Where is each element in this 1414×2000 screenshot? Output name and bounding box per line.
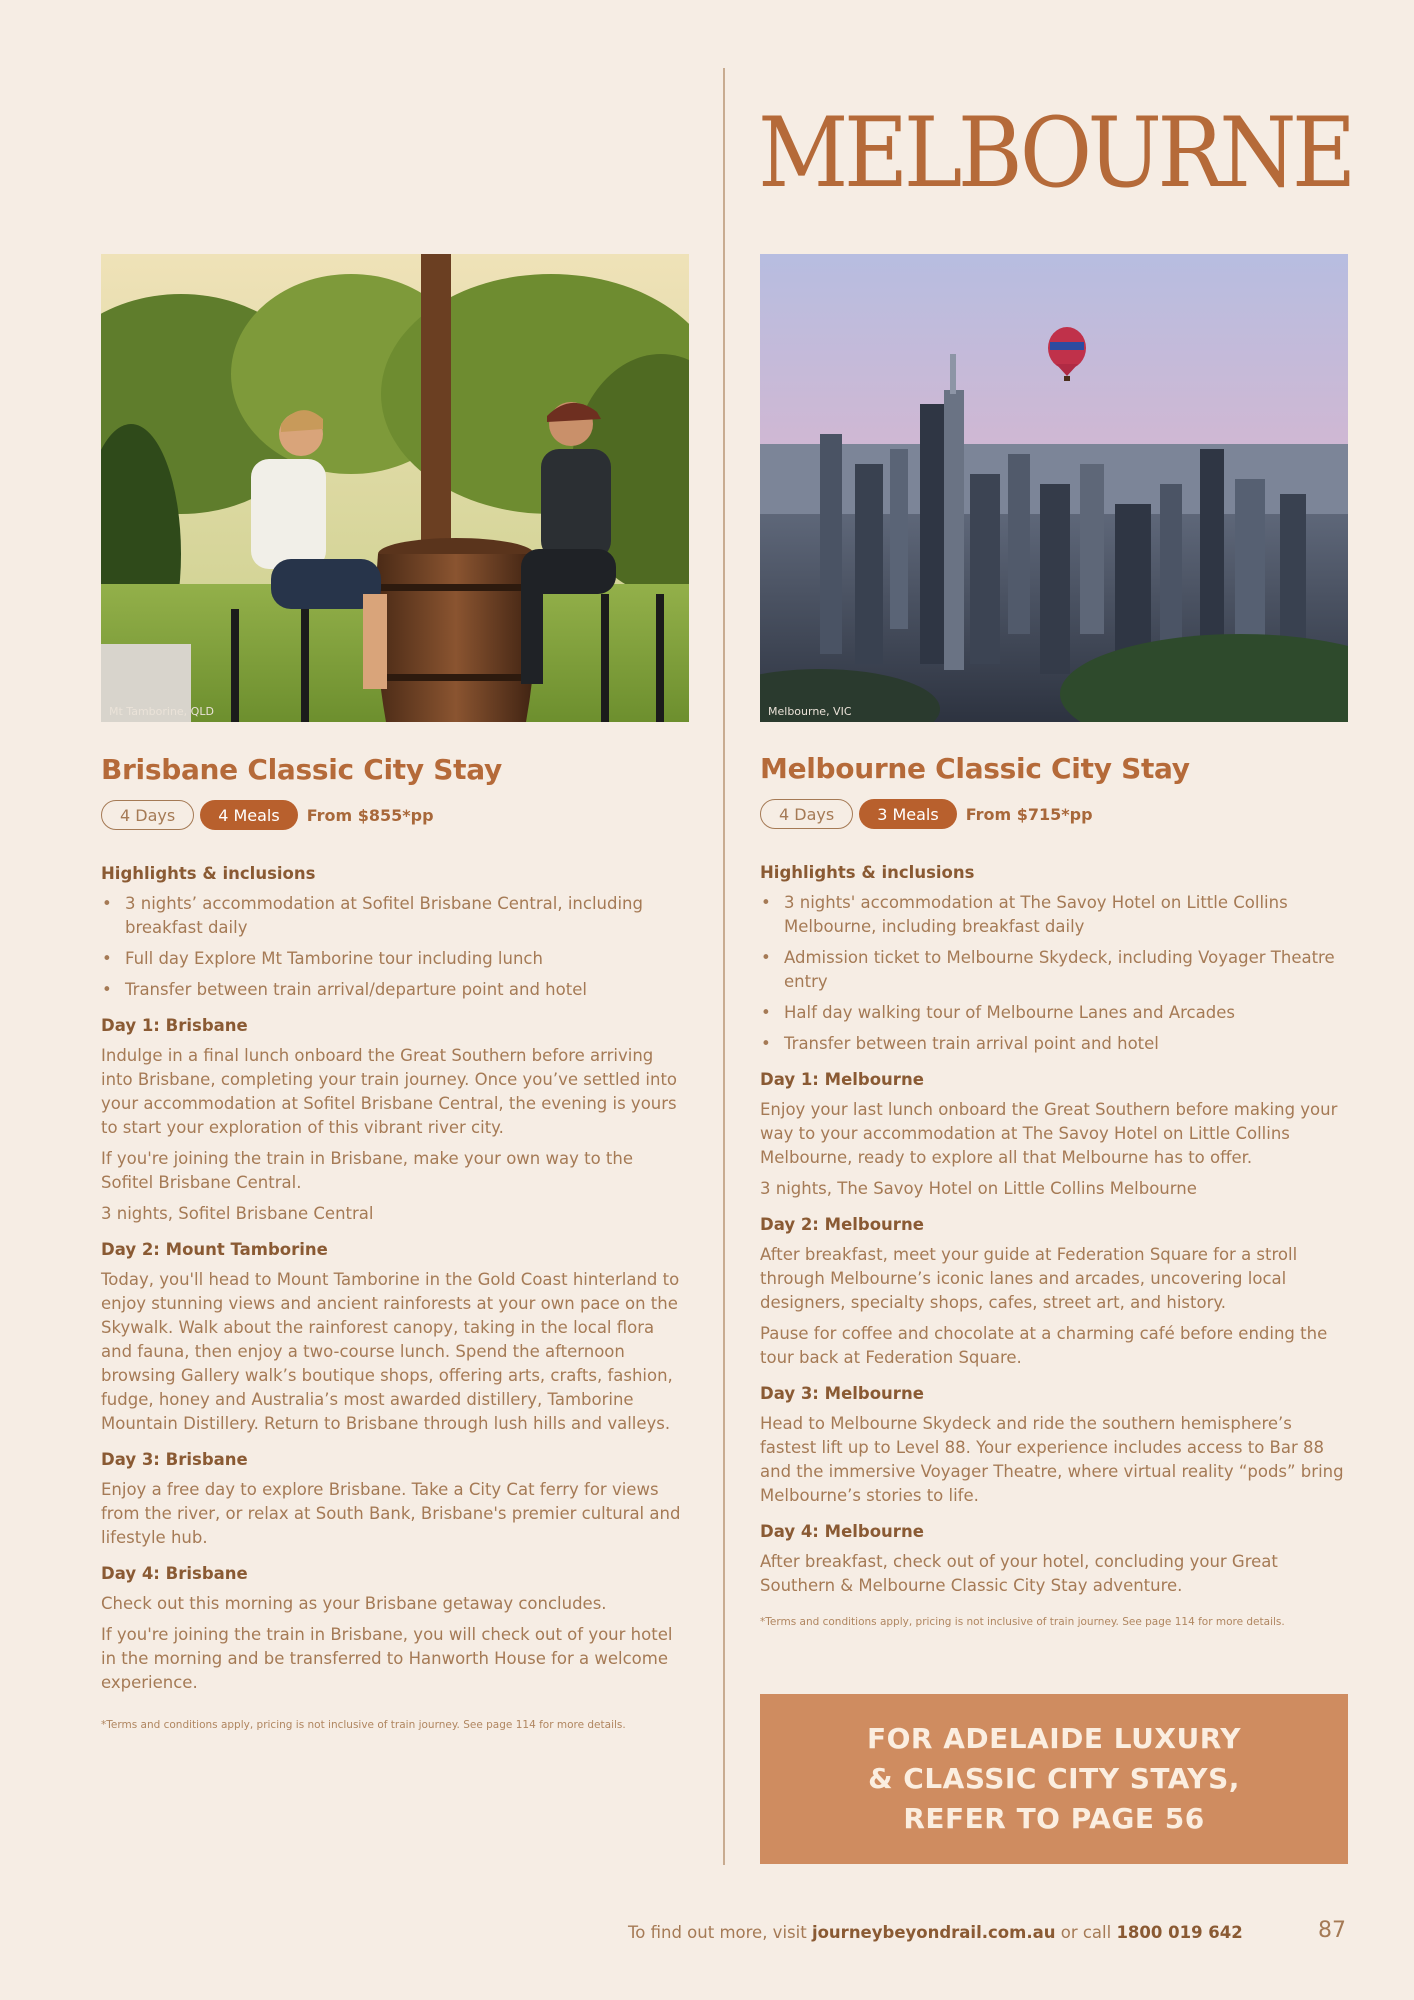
list-item: • Transfer between train arrival/departure point and hotel xyxy=(101,978,689,1002)
brisbane-photo xyxy=(101,254,689,722)
day-2-section xyxy=(101,1238,689,1436)
day-paragraph: Today, you'll head to Mount Tamborine in the Gold Coast hinterland to enjoy stunning views and ancient rainforests at your own pace on the Skywalk. Walk about the rainforest canopy, taking in the local flora and fauna, then enjoy a two-course lunch. Spend the afternoon browsing Gallery walk’s boutique shops, offering arts, crafts, fashion, fudge, honey and Australia’s most awarded distillery, Tamborine Mountain Distillery. Return to Brisbane through lush hills and valleys. xyxy=(101,1270,680,1433)
day-3-section xyxy=(101,1448,689,1550)
day-heading: Day 3: Melbourne xyxy=(760,1384,924,1403)
day-1-section xyxy=(760,1068,1348,1201)
day-paragraph: After breakfast, check out of your hotel, concluding your Great Southern & Melbourne Classic City Stay adventure. xyxy=(760,1552,1278,1595)
terms-note: *Terms and conditions apply, pricing is not inclusive of train journey. See page 114 for more details. xyxy=(101,1719,626,1731)
photo-caption: Melbourne, VIC xyxy=(768,705,852,718)
melbourne-itinerary xyxy=(760,861,1348,1634)
skyline-illustration xyxy=(760,254,1348,722)
list-item: • Transfer between train arrival point and hotel xyxy=(760,1032,1348,1056)
photo-caption: Mt Tamborine, QLD xyxy=(109,705,214,718)
adelaide-cta-banner xyxy=(760,1694,1348,1864)
stay-title: Brisbane Classic City Stay xyxy=(101,753,502,786)
phone-number[interactable]: 1800 019 642 xyxy=(1116,1923,1243,1942)
stay-title: Melbourne Classic City Stay xyxy=(760,752,1190,785)
day-paragraph: 3 nights, Sofitel Brisbane Central xyxy=(101,1204,374,1223)
footer-prefix: To find out more, visit xyxy=(628,1923,807,1942)
list-item: • Admission ticket to Melbourne Skydeck, including Voyager Theatre entry xyxy=(760,946,1348,994)
day-2-section xyxy=(760,1213,1348,1370)
day-paragraph: Enjoy your last lunch onboard the Great Southern before making your way to your accommodation at The Savoy Hotel on Little Collins Melbourne, ready to explore all that Melbourne has to offer. xyxy=(760,1100,1338,1167)
day-4-section xyxy=(760,1520,1348,1598)
day-paragraph: Head to Melbourne Skydeck and ride the southern hemisphere’s fastest lift up to Level 88. Your experience includes access to Bar 88 and the immersive Voyager Theatre, where virtual reality “pods” bring Melbourne’s stories to life. xyxy=(760,1414,1344,1505)
stay-meta xyxy=(760,799,1093,829)
page-number: 87 xyxy=(1318,1918,1346,1943)
footer-contact xyxy=(628,1923,1243,1942)
highlights-heading: Highlights & inclusions xyxy=(101,864,316,883)
footer-middle: or call xyxy=(1060,1923,1112,1942)
day-heading: Day 1: Brisbane xyxy=(101,1016,248,1035)
day-4-section xyxy=(101,1562,689,1695)
day-3-section xyxy=(760,1382,1348,1508)
list-item: • Full day Explore Mt Tamborine tour including lunch xyxy=(101,947,689,971)
price-label: From $715*pp xyxy=(965,804,1093,824)
days-badge: 4 Days xyxy=(760,799,853,829)
day-paragraph: Enjoy a free day to explore Brisbane. Take a City Cat ferry for views from the river, or relax at South Bank, Brisbane's premier cultural and lifestyle hub. xyxy=(101,1480,681,1547)
list-item: • 3 nights’ accommodation at Sofitel Brisbane Central, including breakfast daily xyxy=(101,892,689,940)
day-paragraph: After breakfast, meet your guide at Federation Square for a stroll through Melbourne’s iconic lanes and arcades, uncovering local designers, specialty shops, cafes, street art, and history. xyxy=(760,1245,1298,1312)
highlights-heading: Highlights & inclusions xyxy=(760,863,975,882)
day-paragraph: If you're joining the train in Brisbane, you will check out of your hotel in the morning and be transferred to Hanworth House for a welcome experience. xyxy=(101,1625,673,1692)
meals-badge: 4 Meals xyxy=(200,800,298,830)
highlights-list xyxy=(760,891,1348,1056)
cta-line: FOR ADELAIDE LUXURY xyxy=(866,1722,1242,1755)
winery-illustration xyxy=(101,254,689,722)
cta-line: REFER TO PAGE 56 xyxy=(903,1802,1205,1835)
day-heading: Day 2: Melbourne xyxy=(760,1215,924,1234)
days-badge: 4 Days xyxy=(101,800,194,830)
list-item: • 3 nights' accommodation at The Savoy Hotel on Little Collins Melbourne, including breakfast daily xyxy=(760,891,1348,939)
list-item: • Half day walking tour of Melbourne Lanes and Arcades xyxy=(760,1001,1348,1025)
cta-line: & CLASSIC CITY STAYS, xyxy=(868,1762,1240,1795)
day-heading: Day 4: Brisbane xyxy=(101,1564,248,1583)
price-label: From $855*pp xyxy=(306,805,434,825)
day-heading: Day 1: Melbourne xyxy=(760,1070,924,1089)
day-paragraph: Check out this morning as your Brisbane getaway concludes. xyxy=(101,1594,607,1613)
day-paragraph: 3 nights, The Savoy Hotel on Little Collins Melbourne xyxy=(760,1179,1197,1198)
day-heading: Day 2: Mount Tamborine xyxy=(101,1240,328,1259)
melbourne-photo xyxy=(760,254,1348,722)
meals-badge: 3 Meals xyxy=(859,799,957,829)
day-heading: Day 3: Brisbane xyxy=(101,1450,248,1469)
stay-meta xyxy=(101,800,434,830)
website-link[interactable]: journeybeyondrail.com.au xyxy=(811,1923,1056,1942)
brisbane-column xyxy=(101,0,689,2000)
day-paragraph: If you're joining the train in Brisbane, make your own way to the Sofitel Brisbane Central. xyxy=(101,1149,633,1192)
day-1-section xyxy=(101,1014,689,1226)
page-title: MELBOURNE xyxy=(758,97,1352,209)
day-paragraph: Indulge in a final lunch onboard the Great Southern before arriving into Brisbane, completing your train journey. Once you’ve settled into your accommodation at Sofitel Brisbane Central, the evening is yours to start your exploration of this vibrant river city. xyxy=(101,1046,678,1137)
column-divider xyxy=(723,68,725,1865)
brisbane-itinerary xyxy=(101,862,689,1737)
highlights-list xyxy=(101,892,689,1002)
melbourne-column xyxy=(760,0,1348,1690)
terms-note: *Terms and conditions apply, pricing is not inclusive of train journey. See page 114 for more details. xyxy=(760,1616,1285,1628)
day-paragraph: Pause for coffee and chocolate at a charming café before ending the tour back at Federation Square. xyxy=(760,1324,1328,1367)
day-heading: Day 4: Melbourne xyxy=(760,1522,924,1541)
